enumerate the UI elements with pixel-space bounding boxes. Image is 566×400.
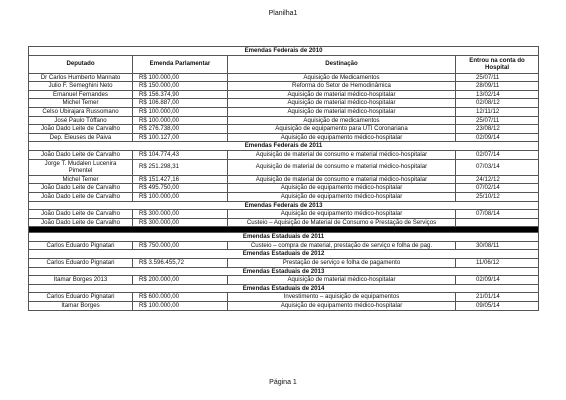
section-title: Emendas Estaduais de 2011: [29, 233, 539, 242]
destinacao-cell: Aquisição de material médico-hospitalar: [228, 90, 456, 99]
data-cell: 13/02/14: [456, 90, 539, 99]
deputado-cell: Celso Ubirajara Russomano: [29, 107, 133, 116]
valor-cell: R$ 150.000,00: [133, 82, 228, 91]
data-cell: 23/08/12: [456, 125, 539, 134]
deputado-cell: Itamar Borges 2013: [29, 276, 133, 285]
column-header-entrou: Entrou na conta do Hospital: [456, 55, 539, 73]
section-title: Emendas Estaduais de 2013: [29, 267, 539, 276]
section-header-row: [29, 267, 539, 276]
deputado-cell: João Dado Leite de Carvalho: [29, 210, 133, 219]
destinacao-cell: Aquisição de equipamento médico-hospitalar: [228, 133, 456, 142]
data-cell: 02/09/14: [456, 133, 539, 142]
destinacao-cell: Aquisição de medicamentos: [228, 116, 456, 125]
valor-cell: R$ 100.127,00: [133, 133, 228, 142]
data-cell: 12/11/12: [456, 107, 539, 116]
deputado-cell: Carlos Eduardo Pignatari: [29, 293, 133, 302]
valor-cell: R$ 251.298,31: [133, 159, 228, 175]
data-cell: 25/07/11: [456, 73, 539, 82]
deputado-cell: João Dado Leite de Carvalho: [29, 218, 133, 227]
deputado-cell: Carlos Eduardo Pignatari: [29, 259, 133, 268]
valor-cell: R$ 200.000,00: [133, 276, 228, 285]
table-row: [29, 133, 539, 142]
destinacao-cell: Reforma do Setor de Hemodinâmica: [228, 82, 456, 91]
table-row: [29, 99, 539, 108]
destinacao-cell: Aquisição de material de consumo e material médico-hospitalar: [228, 159, 456, 175]
table-row: [29, 116, 539, 125]
emendas-table-body: [29, 47, 539, 311]
table-row: [29, 107, 539, 116]
data-cell: 02/08/12: [456, 99, 539, 108]
data-cell: 30/08/11: [456, 241, 539, 250]
section-header-row: [29, 250, 539, 259]
table-row: [29, 150, 539, 159]
section-header-row: [29, 284, 539, 293]
valor-cell: R$ 100.000,00: [133, 302, 228, 311]
destinacao-cell: Aquisição de equipamento para UTI Coronariana: [228, 125, 456, 134]
destinacao-cell: Aquisição de equipamento médico-hospitalar: [228, 210, 456, 219]
deputado-cell: Michel Temer: [29, 175, 133, 184]
table-row: [29, 259, 539, 268]
section-title: Emendas Federais de 2013: [29, 201, 539, 210]
section-header-row: [29, 201, 539, 210]
table-row: [29, 159, 539, 175]
table-row: [29, 90, 539, 99]
deputado-cell: Emanuel Fernandes: [29, 90, 133, 99]
valor-cell: R$ 100.000,00: [133, 107, 228, 116]
table-row: [29, 302, 539, 311]
section-title: Emendas Estaduais de 2014: [29, 284, 539, 293]
destinacao-cell: Aquisição de Medicamentos: [228, 73, 456, 82]
table-row: [29, 73, 539, 82]
data-cell: 07/02/14: [456, 184, 539, 193]
data-cell: 25/10/12: [456, 192, 539, 201]
column-header-row: [29, 55, 539, 73]
valor-cell: R$ 100.000,00: [133, 116, 228, 125]
valor-cell: R$ 156.374,90: [133, 90, 228, 99]
table-row: [29, 241, 539, 250]
table-row: [29, 184, 539, 193]
valor-cell: R$ 276.738,00: [133, 125, 228, 134]
valor-cell: R$ 100.000,00: [133, 192, 228, 201]
destinacao-cell: Aquisição de material de consumo e material médico-hospitalar: [228, 150, 456, 159]
table-row: [29, 125, 539, 134]
destinacao-cell: Aquisição de equipamento médico-hospitalar: [228, 192, 456, 201]
destinacao-cell: Aquisição de material de consumo e material médico-hospitalar: [228, 175, 456, 184]
destinacao-cell: Aquisição de material médico-hospitalar: [228, 107, 456, 116]
data-cell: [456, 218, 539, 227]
valor-cell: R$ 750.000,00: [133, 241, 228, 250]
data-cell: 21/01/14: [456, 293, 539, 302]
deputado-cell: Dr Carlos Humberto Mannato: [29, 73, 133, 82]
section-header-row: [29, 233, 539, 242]
table-row: [29, 175, 539, 184]
table-row: [29, 293, 539, 302]
deputado-cell: Carlos Eduardo Pignatari: [29, 241, 133, 250]
deputado-cell: João Dado Leite de Carvalho: [29, 184, 133, 193]
deputado-cell: João Dado Leite de Carvalho: [29, 192, 133, 201]
deputado-cell: João Dado Leite de Carvalho: [29, 150, 133, 159]
column-header-deputado: Deputado: [29, 55, 133, 73]
data-cell: 11/06/12: [456, 259, 539, 268]
table-row: [29, 276, 539, 285]
data-cell: 28/09/11: [456, 82, 539, 91]
destinacao-cell: Aquisição de equipamento médico-hospitalar: [228, 184, 456, 193]
data-cell: 02/07/14: [456, 150, 539, 159]
page-footer: Página 1: [269, 379, 297, 386]
valor-cell: R$ 3.596.455,72: [133, 259, 228, 268]
data-cell: 07/03/14: [456, 159, 539, 175]
column-header-emenda: Emenda Parlamentar: [133, 55, 228, 73]
deputado-cell: João Dado Leite de Carvalho: [29, 125, 133, 134]
deputado-cell: Julio F. Semeghini Neto: [29, 82, 133, 91]
destinacao-cell: Aquisição de material médico-hospitalar: [228, 99, 456, 108]
section-title: Emendas Federais de 2011: [29, 142, 539, 151]
deputado-cell: Dep. Eleuses de Paiva: [29, 133, 133, 142]
deputado-cell: Itamar Borges: [29, 302, 133, 311]
column-header-destinacao: Destinação: [228, 55, 456, 73]
table-row: [29, 218, 539, 227]
valor-cell: R$ 106.887,00: [133, 99, 228, 108]
table-row: [29, 192, 539, 201]
section-header-row: [29, 47, 539, 56]
destinacao-cell: Custeio – compra de material, prestação de serviço e folha de pag.: [228, 241, 456, 250]
valor-cell: R$ 151.427,16: [133, 175, 228, 184]
destinacao-cell: Aquisição de material médico-hospitalar: [228, 276, 456, 285]
data-cell: 09/05/14: [456, 302, 539, 311]
deputado-cell: Jorge T. Mudalen Lucenira Pimentel: [29, 159, 133, 175]
section-title: Emendas Federais de 2010: [29, 47, 539, 56]
section-header-row: [29, 142, 539, 151]
deputado-cell: José Paulo Tóffano: [29, 116, 133, 125]
destinacao-cell: Custeio – Aquisição de Material de Consumo e Prestação de Serviços: [228, 218, 456, 227]
data-cell: 02/09/14: [456, 276, 539, 285]
page-header: Planilha1: [268, 10, 298, 17]
destinacao-cell: Investimento – aquisição de equipamentos: [228, 293, 456, 302]
valor-cell: R$ 300.000,00: [133, 210, 228, 219]
valor-cell: R$ 600.000,00: [133, 293, 228, 302]
data-cell: 24/12/12: [456, 175, 539, 184]
table-row: [29, 210, 539, 219]
valor-cell: R$ 495.750,00: [133, 184, 228, 193]
destinacao-cell: Aquisição de equipamento médico-hospitalar: [228, 302, 456, 311]
destinacao-cell: Prestação de serviço e folha de pagamento: [228, 259, 456, 268]
valor-cell: R$ 300.000,00: [133, 218, 228, 227]
data-cell: 07/08/14: [456, 210, 539, 219]
valor-cell: R$ 104.774,43: [133, 150, 228, 159]
data-cell: 25/07/11: [456, 116, 539, 125]
deputado-cell: Michel Temer: [29, 99, 133, 108]
emendas-table: [28, 46, 539, 311]
table-row: [29, 82, 539, 91]
section-title: Emendas Estaduais de 2012: [29, 250, 539, 259]
valor-cell: R$ 100.000,00: [133, 73, 228, 82]
